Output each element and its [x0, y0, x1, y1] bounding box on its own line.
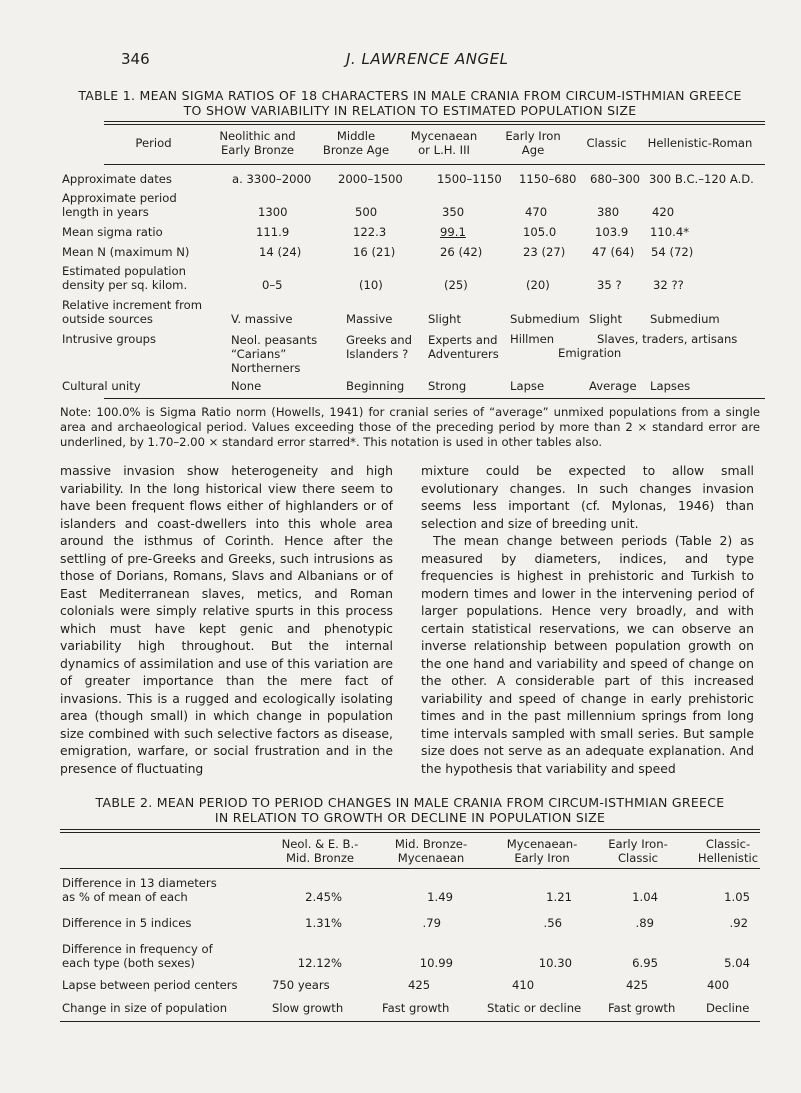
table2-col-header: Early Iron- Classic	[608, 837, 668, 865]
table1-cell-underlined: 99.1	[440, 225, 466, 239]
table1-cell: 1300	[258, 205, 288, 219]
table2-cell: 2.45%	[305, 890, 342, 904]
table1-cell: 122.3	[353, 225, 387, 239]
table2-cell: 12.12%	[297, 956, 342, 970]
table1-cell: Slight	[428, 312, 462, 326]
table1-cell: Neol. peasants “Carians” Northerners	[231, 333, 318, 375]
table1-col-mycenaean: Mycenaean or L.H. III	[410, 129, 478, 157]
table1-cell: (20)	[526, 278, 550, 292]
table2-col-header: Classic- Hellenistic	[697, 837, 759, 865]
table1-cell: 111.9	[256, 225, 290, 239]
table1-col-period: Period	[135, 136, 172, 150]
table2-cell: 425	[626, 978, 649, 992]
table2-cell: Slow growth	[272, 1001, 344, 1015]
table1-cell: Hillmen	[510, 332, 555, 346]
table2-caption-line1: TABLE 2. MEAN PERIOD TO PERIOD CHANGES IN MALE CRANIA FROM CIRCUM-ISTHMIAN GREECE	[95, 795, 725, 810]
table2-cell: 1.04	[632, 890, 658, 904]
table2-cell: Fast growth	[382, 1001, 450, 1015]
table2-cell: Decline	[706, 1001, 750, 1015]
table1-cell: Emigration	[558, 346, 622, 360]
table2-cell: Fast growth	[608, 1001, 676, 1015]
table2-col-header: Mycenaean- Early Iron	[506, 837, 578, 865]
table1-col-hellenistic: Hellenistic-Roman	[647, 136, 753, 150]
table1-cell: 1150–680	[519, 172, 577, 186]
table1-cell: 103.9	[595, 225, 629, 239]
table1-row-label: Estimated population density per sq. kilom.	[62, 264, 188, 292]
table1-cell: 380	[597, 205, 620, 219]
table2-cell: 10.30	[538, 956, 572, 970]
table1-cell: 350	[442, 205, 465, 219]
table2-cell: 1.31%	[305, 916, 342, 930]
table1-cell: 16 (21)	[353, 245, 396, 259]
table1-cell: V. massive	[231, 312, 293, 326]
table1-cell: 47 (64)	[592, 245, 635, 259]
table2-top-rule-2	[60, 832, 760, 833]
table2-col-header: Mid. Bronze- Mycenaean	[394, 837, 468, 865]
body-paragraph: massive invasion show heterogeneity and high variability. In the long historical view there seem to have been frequent flows either of highlanders or of islanders and coast-dwellers into this whole area around the isthmus of Corinth. Hence after the settling of pre-Greeks and Greeks, such intrusions as those of Dorians, Romans, Slavs and Albanians or of East Mediterranean slaves, metics, and Roman colonials were simply relative spurts in this process which must have kept genic and phenotypic variability high throughout. But the internal dynamics of assimilation and use of this variation are of greater importance than the mere fact of invasions. This is a rugged and ecologically isolating area (though small) in which change in population size combined with such selective factors as disease, emigration, warfare, or social frustration and in the presence of fluctuating	[60, 463, 393, 776]
body-paragraph: The mean change between periods (Table 2) as measured by diameters, indices, and type frequencies is highest in prehistoric and Turkish to modern times and lower in the intervening period of larger populations. Hence very broadly, and with certain statistical reservations, we can observe an inverse relationship between population growth on the one hand and variability and speed of change on the other. A considerable part of this increased variability and speed of change in early prehistoric times and in the past millennium springs from long time intervals sampled with small series. But sample size does not serve as an adequate explanation. And the hypothesis that variability and speed	[421, 533, 754, 776]
table1-bottom-rule	[104, 398, 765, 399]
table1-cell: 0–5	[262, 278, 283, 292]
table1-cell: Experts and Adventurers	[428, 333, 499, 361]
table2-row-label: Difference in frequency of each type (both sexes)	[62, 942, 213, 970]
table1-row-label: Approximate period length in years	[62, 191, 177, 219]
table2-row-label: Difference in 13 diameters as % of mean of each	[62, 876, 217, 904]
page-number: 346	[121, 50, 150, 68]
table1-cell: Slaves, traders, artisans	[597, 332, 738, 346]
body-left-column	[60, 462, 393, 777]
table1-col-early-iron: Early Iron Age	[505, 129, 561, 157]
table2-caption	[60, 795, 760, 825]
table2-cell: .56	[543, 916, 562, 930]
table1-col-classic: Classic	[586, 136, 627, 150]
table1-body	[0, 0, 801, 400]
table2-cell: 750 years	[272, 978, 330, 992]
table1-caption-line2: TO SHOW VARIABILITY IN RELATION TO ESTIMATED POPULATION SIZE	[183, 103, 637, 118]
table1-cell: Strong	[428, 379, 467, 393]
table1-cell: 1500–1150	[437, 172, 502, 186]
table1-row-label: Approximate dates	[62, 172, 172, 186]
table1-cell: 500	[355, 205, 378, 219]
table1-caption-line1: TABLE 1. MEAN SIGMA RATIOS OF 18 CHARACTERS IN MALE CRANIA FROM CIRCUM-ISTHMIAN GREECE	[78, 88, 742, 103]
table2-cell: .89	[635, 916, 654, 930]
table2-cell: 425	[408, 978, 431, 992]
table1-cell: Submedium	[650, 312, 720, 326]
table2-cell: .92	[729, 916, 748, 930]
table2-cell: .79	[422, 916, 441, 930]
table1-cell: 14 (24)	[259, 245, 302, 259]
table2-cell: 1.21	[546, 890, 572, 904]
table1-cell: 54 (72)	[651, 245, 694, 259]
running-title: J. LAWRENCE ANGEL	[346, 50, 509, 68]
table2-cell: 5.04	[724, 956, 750, 970]
table1-cell: Slight	[589, 312, 623, 326]
table1-cell: 470	[525, 205, 548, 219]
table2-cell: 400	[707, 978, 730, 992]
table1-cell: a. 3300–2000	[232, 172, 312, 186]
table1-col-neolithic: Neolithic and Early Bronze	[219, 129, 296, 157]
table2-col-header: Neol. & E. B.- Mid. Bronze	[281, 837, 359, 865]
body-paragraph: mixture could be expected to allow small evolutionary changes. In such changes invasion seems less important (cf. Mylonas, 1946) than selection and size of breeding unit.	[421, 463, 754, 531]
table1-cell: 300 B.C.–120 A.D.	[649, 172, 754, 186]
table1-cell: 35 ?	[597, 278, 622, 292]
table1-note: Note: 100.0% is Sigma Ratio norm (Howells, 1941) for cranial series of “average” unmixed populations from a single area and archaeological period. Values exceeding those of the preceding period by more than 2 × standard error are underlined, by 1.70–2.00 × standard error starred*. This notation is used in other tables also.	[60, 405, 760, 449]
table2-cell: 410	[512, 978, 535, 992]
table1-cell: Beginning	[346, 379, 405, 393]
table2-cell: 6.95	[632, 956, 658, 970]
table1-cell: Lapse	[510, 379, 545, 393]
table1-cell: 26 (42)	[440, 245, 483, 259]
table1-cell: 420	[652, 205, 675, 219]
table1-cell: 110.4*	[650, 225, 689, 239]
table2-cell: 1.49	[427, 890, 453, 904]
table2-header-rule	[60, 868, 760, 869]
table2-row-label: Difference in 5 indices	[62, 916, 192, 930]
table1-cell: 32 ??	[653, 278, 684, 292]
table1-cell: Greeks and Islanders ?	[346, 333, 413, 361]
table1-row-label: Mean sigma ratio	[62, 225, 163, 239]
table1-cell: (25)	[444, 278, 468, 292]
table2-row-label: Change in size of population	[62, 1001, 228, 1015]
table1-cell: Average	[589, 379, 637, 393]
table1-cell: Massive	[346, 312, 393, 326]
table1-row-label: Intrusive groups	[62, 332, 157, 346]
table1-row-label: Cultural unity	[62, 379, 141, 393]
table2-top-rule	[60, 829, 760, 830]
table1-cell: 105.0	[523, 225, 557, 239]
table1-cell: 680–300	[590, 172, 641, 186]
table2-caption-line2: IN RELATION TO GROWTH OR DECLINE IN POPULATION SIZE	[214, 810, 606, 825]
table2-cell: 10.99	[419, 956, 453, 970]
table1-col-middle-bronze: Middle Bronze Age	[322, 129, 390, 157]
body-right-column	[421, 462, 754, 777]
table1-cell: (10)	[359, 278, 383, 292]
table2-row-label: Lapse between period centers	[62, 978, 238, 992]
table2-bottom-rule	[60, 1021, 760, 1022]
table1-row-label: Relative increment from outside sources	[62, 298, 203, 326]
table1-cell: 2000–1500	[338, 172, 403, 186]
table1-cell: Lapses	[650, 379, 691, 393]
table1-cell: None	[231, 379, 262, 393]
table1-row-label: Mean N (maximum N)	[62, 245, 190, 259]
table2-cell: 1.05	[724, 890, 750, 904]
table2-cell: Static or decline	[487, 1001, 582, 1015]
table1-cell: 23 (27)	[523, 245, 566, 259]
table1-cell: Submedium	[510, 312, 580, 326]
